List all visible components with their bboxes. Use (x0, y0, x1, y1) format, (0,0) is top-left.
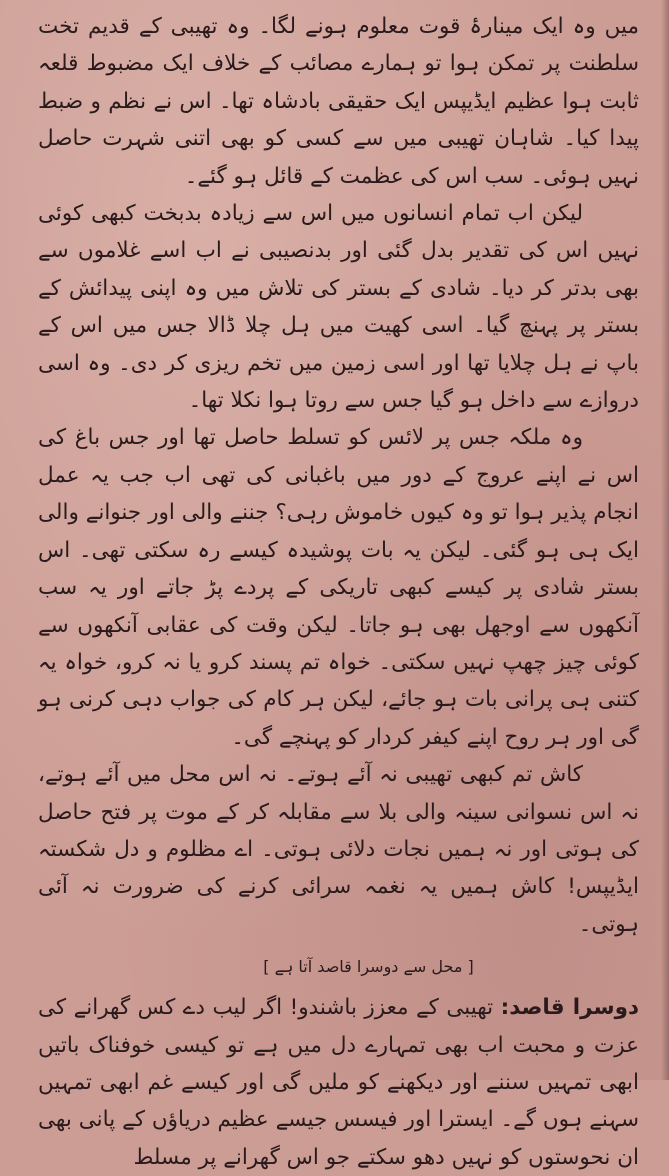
speech-block (38, 989, 639, 1176)
page-text (38, 8, 639, 943)
speech-text: تھیبی کے معزز باشندو! اگر لیب دے کس گھرانے کی عزت و محبت اب بھی تمہارے دل میں ہے تو کیسی خوفناک باتیں ابھی تمہیں سننے اور دیکھنے کو ملیں گی اور کیسے غم ابھی تمہیں سہنے ہوں گے۔ ایسترا اور فیسس جیسے عظیم دریاؤں کے پانی بھی ان نحوستوں کو نہیں دھو سکتے جو اس گھرانے پر مسلط (38, 995, 639, 1170)
speaker-name: دوسرا قاصد: (500, 995, 639, 1021)
stage-direction: [ محل سے دوسرا قاصد آتا ہے ] (263, 957, 474, 977)
speech-paragraph (38, 989, 639, 1176)
paragraph-1: میں وہ ایک مینارۂ قوت معلوم ہونے لگا۔ وہ تھیبی کے قدیم تخت سلطنت پر تمکن ہوا تو ہمارے مصائب کے خلاف ایک مضبوط قلعہ ثابت ہوا عظیم ایڈیپس ایک حقیقی بادشاہ تھا۔ اس نے نظم و ضبط پیدا کیا۔ شاہان تھیبی میں سے کسی کو بھی اتنی شہرت حاصل نہیں ہوئی۔ سب اس کی عظمت کے قائل ہو گئے۔ (38, 14, 639, 189)
paragraph-4: کاش تم کبھی تھیبی نہ آئے ہوتے۔ نہ اس محل میں آئے ہوتے، نہ اس نسوانی سینہ والی بلا سے مقابلہ کر کے موت پر فتح حاصل کی ہوتی اور نہ ہمیں نجات دلائی ہوتی۔ اے مظلوم و دل شکستہ ایڈیپس! کاش ہمیں یہ نغمہ سرائی کرنے کی ضرورت نہ آئی ہوتی۔ (38, 762, 639, 937)
paragraph-2: لیکن اب تمام انسانوں میں اس سے زیادہ بدبخت کبھی کوئی نہیں اس کی تقدیر بدل گئی اور بدنصیبی نے اب اسے غلاموں سے بھی بدتر کر دیا۔ شادی کے بستر کی تلاش میں وہ اپنی پیدائش کے بستر پر پہنچ گیا۔ اسی کھیت میں ہل چلا ڈالا جس میں اس کے باپ نے ہل چلایا تھا اور اسی زمین میں تخم ریزی کر دی۔ وہ اسی دروازے سے داخل ہو گیا جس سے روتا ہوا نکلا تھا۔ (38, 201, 639, 414)
paragraph-3: وہ ملکہ جس پر لائس کو تسلط حاصل تھا اور جس باغ کی اس نے اپنے عروج کے دور میں باغبانی کی تھی اب جب یہ عمل انجام پذیر ہوا تو وہ کیوں خاموش رہی؟ جننے والی اور جنوانے والی ایک ہی ہو گئی۔ لیکن یہ بات پوشیدہ کیسے رہ سکتی تھی۔ اس بستر شادی پر کیسے کبھی تاریکی کے پردے پڑ جاتے اور یہ سب آنکھوں سے اوجھل بھی ہو جاتا۔ لیکن وقت کی عقابی آنکھوں سے کوئی چیز چھپ نہیں سکتی۔ خواہ تم پسند کرو یا نہ کرو، خواہ یہ کتنی ہی پرانی بات ہو جائے، لیکن ہر کام کی جواب دہی کرنی ہو گی اور ہر روح اپنے کیفر کردار کو پہنچے گی۔ (38, 425, 639, 750)
